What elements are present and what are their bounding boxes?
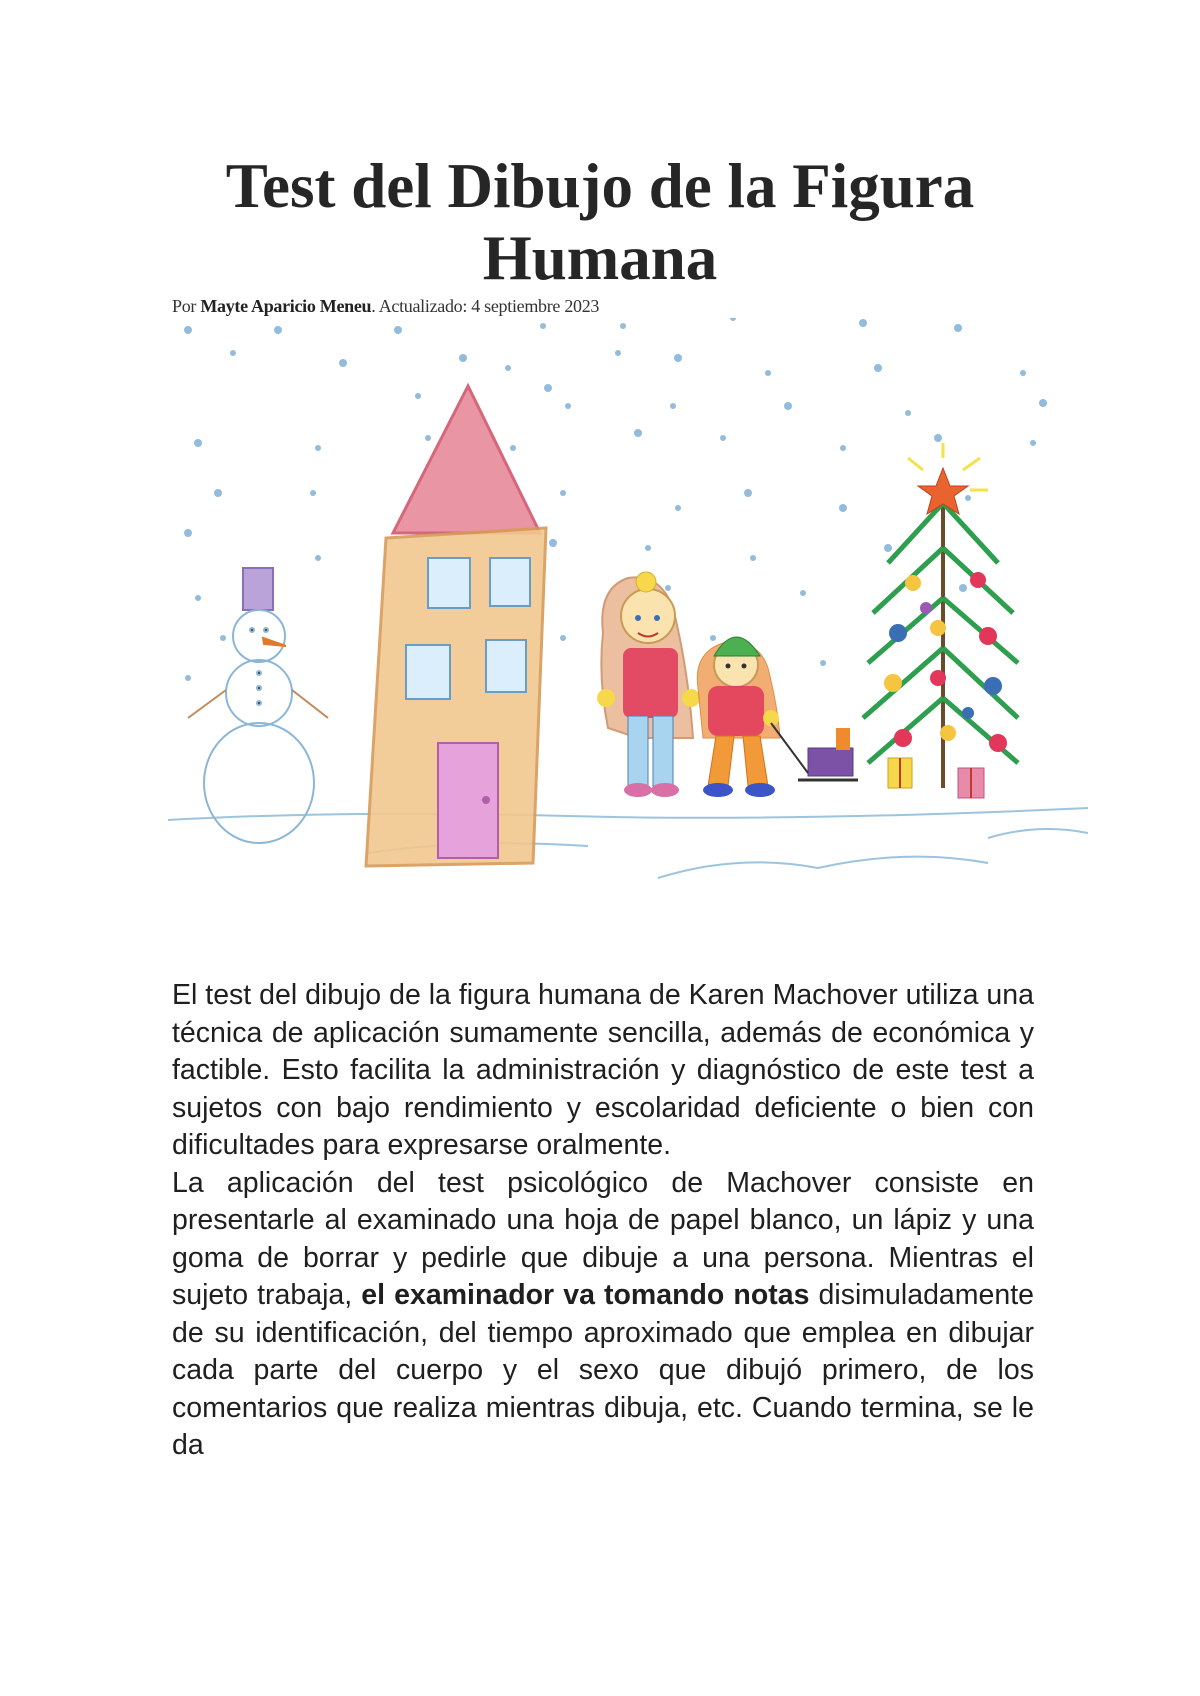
byline-prefix: Por	[172, 296, 201, 316]
child-drawing-illustration	[168, 318, 1088, 948]
author-name: Mayte Aparicio Meneu	[200, 296, 372, 316]
page-title: Test del Dibujo de la Figura Humana	[225, 151, 975, 293]
sled	[771, 723, 858, 780]
paragraph-2	[172, 1165, 1034, 1465]
snowman	[188, 568, 328, 843]
christmas-tree	[863, 443, 1018, 798]
ground-lines	[168, 808, 1088, 878]
paragraph-1: El test del dibujo de la figura humana de Karen Machover utiliza una técnica de aplicación sumamente sencilla, además de económica y factible. Esto facilita la administración y diagnóstico de este test a sujetos con bajo rendimiento y escolaridad deficiente o bien con dificultades para expresarse oralmente.	[172, 979, 1034, 1161]
paragraph-2-bold-phrase: el examinador va tomando notas	[361, 1279, 810, 1311]
byline-date: . Actualizado: 4 septiembre 2023	[371, 296, 600, 316]
paragraph-2-text-end: disimuladamente de su identificación, del tiempo aproximado que emplea en dibujar cada parte del cuerpo y el sexo que dibujó primero, de los comentarios que realiza mientras dibuja, etc. Cuando termina, se le da	[172, 1279, 1034, 1461]
paragraph-2-text-start: La aplicación del test psicológico de Machover consiste en presentarle al examinado una hoja de papel blanco, un lápiz y una goma de borrar y pedirle que dibuje a una persona. Mientras el sujeto trabaja,	[172, 1166, 1034, 1311]
mother-figure	[597, 572, 700, 797]
article-body	[172, 977, 1034, 1465]
byline	[172, 296, 972, 317]
house	[366, 386, 546, 866]
child-figure	[697, 637, 780, 797]
